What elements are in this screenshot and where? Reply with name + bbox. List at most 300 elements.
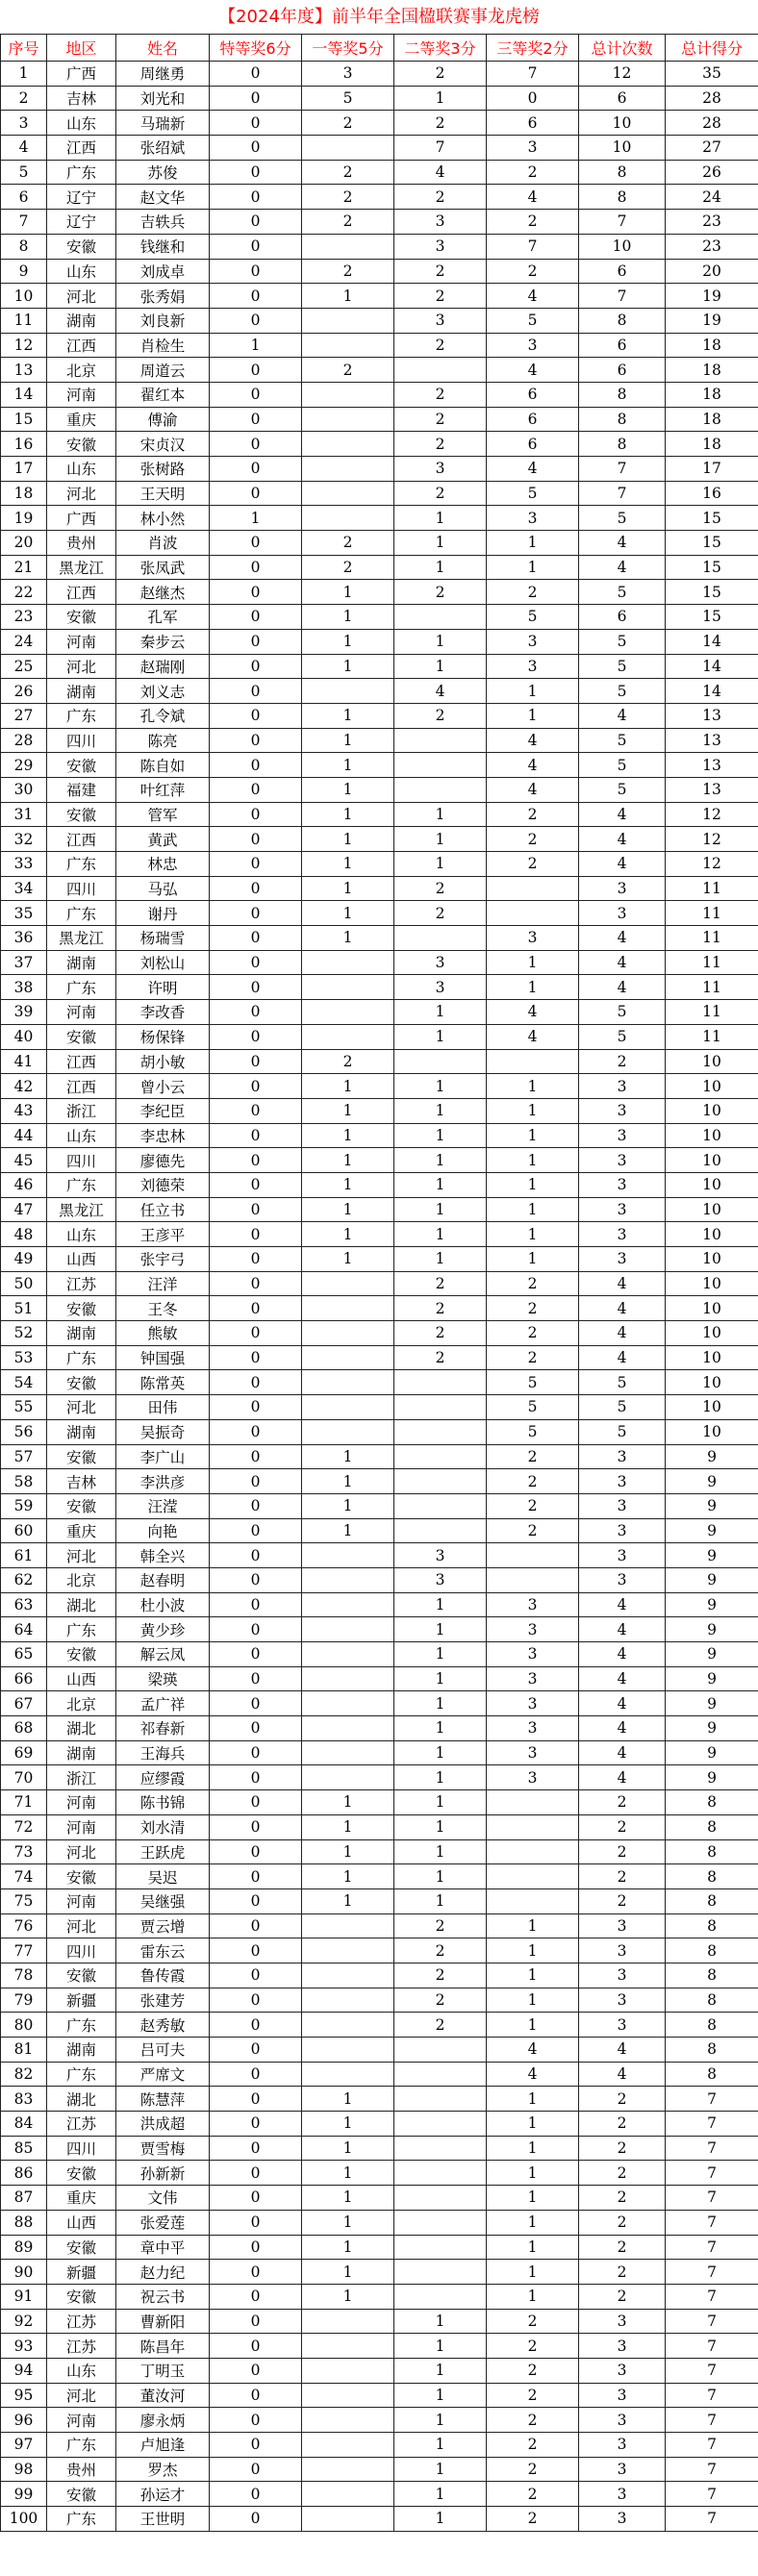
total-count-cell: 3 [579, 2358, 666, 2383]
second-prize-cell [394, 926, 487, 951]
first-prize-cell: 1 [302, 1148, 394, 1173]
special-prize-cell: 0 [210, 753, 302, 778]
table-row [1, 2161, 758, 2186]
region-cell: 河北 [47, 1395, 116, 1420]
rank-cell: 11 [1, 308, 47, 333]
name-cell: 苏俊 [116, 160, 210, 185]
second-prize-cell: 1 [394, 1691, 487, 1716]
name-cell: 肖波 [116, 531, 210, 556]
first-prize-cell: 3 [302, 62, 394, 87]
rank-cell: 18 [1, 481, 47, 506]
total-score-cell: 7 [666, 2334, 758, 2359]
table-row [1, 1888, 758, 1913]
region-cell: 黑龙江 [47, 1197, 116, 1222]
second-prize-cell: 1 [394, 2457, 487, 2482]
special-prize-cell: 0 [210, 975, 302, 1000]
first-prize-cell [302, 2457, 394, 2482]
third-prize-cell: 1 [487, 975, 579, 1000]
third-prize-cell: 5 [487, 481, 579, 506]
third-prize-cell: 2 [487, 2433, 579, 2458]
region-cell: 安徽 [47, 2482, 116, 2507]
third-prize-cell: 1 [487, 1074, 579, 1099]
second-prize-cell: 1 [394, 2433, 487, 2458]
total-score-cell: 10 [666, 1148, 758, 1173]
special-prize-cell: 0 [210, 1666, 302, 1691]
first-prize-cell: 1 [302, 1814, 394, 1839]
rank-cell: 50 [1, 1271, 47, 1296]
second-prize-cell: 1 [394, 506, 487, 531]
rank-cell: 69 [1, 1740, 47, 1765]
table-row [1, 1172, 758, 1197]
total-score-cell: 9 [666, 1691, 758, 1716]
second-prize-cell: 1 [394, 802, 487, 827]
first-prize-cell: 2 [302, 210, 394, 235]
table-row [1, 1567, 758, 1592]
first-prize-cell: 2 [302, 185, 394, 210]
total-count-cell: 3 [579, 2507, 666, 2532]
total-count-cell: 10 [579, 234, 666, 259]
total-count-cell: 6 [579, 333, 666, 358]
table-row [1, 1642, 758, 1667]
table-row [1, 2408, 758, 2433]
name-cell: 周继勇 [116, 62, 210, 87]
column-header-second-prize: 二等奖3分 [394, 35, 487, 62]
table-row [1, 2309, 758, 2334]
name-cell: 赵秀敏 [116, 2013, 210, 2038]
table-row [1, 62, 758, 87]
rank-cell: 61 [1, 1543, 47, 1568]
name-cell: 章中平 [116, 2235, 210, 2260]
total-score-cell: 23 [666, 234, 758, 259]
third-prize-cell: 1 [487, 1148, 579, 1173]
special-prize-cell: 0 [210, 1740, 302, 1765]
total-score-cell: 16 [666, 481, 758, 506]
first-prize-cell: 1 [302, 284, 394, 309]
first-prize-cell: 1 [302, 2284, 394, 2309]
first-prize-cell [302, 2433, 394, 2458]
region-cell: 广西 [47, 62, 116, 87]
region-cell: 贵州 [47, 2457, 116, 2482]
table-body [1, 62, 758, 2532]
first-prize-cell [302, 2507, 394, 2532]
region-cell: 河北 [47, 1913, 116, 1938]
special-prize-cell: 0 [210, 629, 302, 654]
name-cell: 刘德荣 [116, 1172, 210, 1197]
first-prize-cell: 1 [302, 852, 394, 877]
special-prize-cell: 0 [210, 1617, 302, 1642]
name-cell: 林小然 [116, 506, 210, 531]
first-prize-cell: 2 [302, 531, 394, 556]
second-prize-cell: 1 [394, 1790, 487, 1815]
rank-cell: 6 [1, 185, 47, 210]
total-count-cell: 6 [579, 358, 666, 383]
third-prize-cell: 3 [487, 654, 579, 679]
special-prize-cell: 0 [210, 457, 302, 482]
second-prize-cell: 1 [394, 1888, 487, 1913]
second-prize-cell [394, 1370, 487, 1395]
region-cell: 湖南 [47, 1321, 116, 1346]
total-score-cell: 28 [666, 86, 758, 111]
name-cell: 文伟 [116, 2186, 210, 2211]
first-prize-cell: 1 [302, 1074, 394, 1099]
total-count-cell: 7 [579, 457, 666, 482]
total-score-cell: 10 [666, 1271, 758, 1296]
second-prize-cell: 2 [394, 580, 487, 605]
total-count-cell: 5 [579, 1024, 666, 1049]
third-prize-cell: 4 [487, 728, 579, 753]
total-count-cell: 10 [579, 136, 666, 161]
third-prize-cell: 1 [487, 1938, 579, 1963]
third-prize-cell: 5 [487, 1370, 579, 1395]
second-prize-cell: 1 [394, 2358, 487, 2383]
total-count-cell: 3 [579, 1469, 666, 1494]
total-count-cell: 2 [579, 2112, 666, 2137]
total-count-cell: 4 [579, 926, 666, 951]
third-prize-cell: 2 [487, 1271, 579, 1296]
special-prize-cell: 0 [210, 111, 302, 136]
table-row [1, 2186, 758, 2211]
first-prize-cell: 1 [302, 1247, 394, 1272]
rank-cell: 15 [1, 407, 47, 432]
third-prize-cell: 1 [487, 1913, 579, 1938]
second-prize-cell: 1 [394, 1617, 487, 1642]
third-prize-cell: 3 [487, 333, 579, 358]
region-cell: 河北 [47, 654, 116, 679]
name-cell: 贾雪梅 [116, 2136, 210, 2161]
total-count-cell: 4 [579, 2038, 666, 2063]
total-score-cell: 9 [666, 1493, 758, 1518]
second-prize-cell: 1 [394, 1098, 487, 1123]
table-row [1, 1790, 758, 1815]
total-score-cell: 10 [666, 1345, 758, 1370]
third-prize-cell: 5 [487, 605, 579, 630]
table-row [1, 407, 758, 432]
total-score-cell: 7 [666, 2284, 758, 2309]
region-cell: 安徽 [47, 2235, 116, 2260]
name-cell: 廖德先 [116, 1148, 210, 1173]
name-cell: 刘水清 [116, 1814, 210, 1839]
total-count-cell: 3 [579, 2383, 666, 2408]
special-prize-cell: 1 [210, 333, 302, 358]
first-prize-cell [302, 975, 394, 1000]
third-prize-cell: 1 [487, 2087, 579, 2112]
rank-cell: 40 [1, 1024, 47, 1049]
second-prize-cell: 4 [394, 160, 487, 185]
table-row [1, 1716, 758, 1741]
total-score-cell: 11 [666, 975, 758, 1000]
table-row [1, 629, 758, 654]
region-cell: 重庆 [47, 1518, 116, 1543]
first-prize-cell [302, 1691, 394, 1716]
name-cell: 秦步云 [116, 629, 210, 654]
special-prize-cell: 0 [210, 1518, 302, 1543]
first-prize-cell: 1 [302, 2235, 394, 2260]
special-prize-cell: 0 [210, 1024, 302, 1049]
name-cell: 王天明 [116, 481, 210, 506]
special-prize-cell: 0 [210, 1814, 302, 1839]
first-prize-cell: 1 [302, 629, 394, 654]
special-prize-cell: 0 [210, 1074, 302, 1099]
third-prize-cell: 2 [487, 160, 579, 185]
rank-cell: 100 [1, 2507, 47, 2532]
total-score-cell: 9 [666, 1567, 758, 1592]
total-score-cell: 7 [666, 2087, 758, 2112]
first-prize-cell: 1 [302, 1098, 394, 1123]
total-count-cell: 4 [579, 1296, 666, 1321]
third-prize-cell: 4 [487, 1024, 579, 1049]
rank-cell: 31 [1, 802, 47, 827]
table-row [1, 901, 758, 926]
table-row [1, 185, 758, 210]
special-prize-cell: 0 [210, 2482, 302, 2507]
first-prize-cell [302, 2013, 394, 2038]
table-row [1, 160, 758, 185]
special-prize-cell: 0 [210, 1864, 302, 1889]
total-score-cell: 10 [666, 1222, 758, 1247]
region-cell: 山东 [47, 1123, 116, 1148]
special-prize-cell: 0 [210, 382, 302, 407]
total-count-cell: 4 [579, 1716, 666, 1741]
first-prize-cell [302, 1271, 394, 1296]
special-prize-cell: 0 [210, 86, 302, 111]
first-prize-cell [302, 1617, 394, 1642]
total-count-cell: 12 [579, 62, 666, 87]
name-cell: 李改香 [116, 1000, 210, 1025]
total-score-cell: 18 [666, 432, 758, 457]
region-cell: 山西 [47, 2210, 116, 2235]
region-cell: 安徽 [47, 605, 116, 630]
name-cell: 曾小云 [116, 1074, 210, 1099]
first-prize-cell: 1 [302, 1444, 394, 1469]
rank-cell: 36 [1, 926, 47, 951]
rank-cell: 25 [1, 654, 47, 679]
page-title: 【2024年度】前半年全国楹联赛事龙虎榜 [218, 7, 540, 27]
rank-cell: 12 [1, 333, 47, 358]
third-prize-cell: 2 [487, 1321, 579, 1346]
total-count-cell: 4 [579, 1765, 666, 1790]
total-count-cell: 4 [579, 1691, 666, 1716]
name-cell: 李纪臣 [116, 1098, 210, 1123]
special-prize-cell: 0 [210, 1567, 302, 1592]
table-row [1, 1345, 758, 1370]
name-cell: 张秀娟 [116, 284, 210, 309]
rank-cell: 90 [1, 2260, 47, 2285]
third-prize-cell: 3 [487, 1740, 579, 1765]
second-prize-cell: 1 [394, 1148, 487, 1173]
rank-cell: 92 [1, 2309, 47, 2334]
second-prize-cell: 1 [394, 852, 487, 877]
special-prize-cell: 0 [210, 284, 302, 309]
total-score-cell: 8 [666, 1839, 758, 1864]
rank-cell: 23 [1, 605, 47, 630]
third-prize-cell [487, 901, 579, 926]
rank-cell: 99 [1, 2482, 47, 2507]
third-prize-cell: 1 [487, 950, 579, 975]
third-prize-cell: 1 [487, 679, 579, 704]
name-cell: 吴迟 [116, 1864, 210, 1889]
region-cell: 河南 [47, 1000, 116, 1025]
name-cell: 张树路 [116, 457, 210, 482]
region-cell: 四川 [47, 1938, 116, 1963]
region-cell: 江苏 [47, 2309, 116, 2334]
region-cell: 安徽 [47, 1444, 116, 1469]
first-prize-cell [302, 2062, 394, 2087]
special-prize-cell: 0 [210, 1790, 302, 1815]
first-prize-cell: 2 [302, 1049, 394, 1074]
rank-cell: 60 [1, 1518, 47, 1543]
table-row [1, 703, 758, 728]
special-prize-cell: 0 [210, 1197, 302, 1222]
rank-cell: 85 [1, 2136, 47, 2161]
total-count-cell: 3 [579, 2408, 666, 2433]
name-cell: 陈慧萍 [116, 2087, 210, 2112]
table-row [1, 2383, 758, 2408]
second-prize-cell: 2 [394, 481, 487, 506]
total-count-cell: 4 [579, 555, 666, 580]
second-prize-cell: 1 [394, 2383, 487, 2408]
first-prize-cell [302, 506, 394, 531]
special-prize-cell: 0 [210, 210, 302, 235]
special-prize-cell: 0 [210, 2013, 302, 2038]
third-prize-cell: 4 [487, 2038, 579, 2063]
table-row [1, 1024, 758, 1049]
second-prize-cell [394, 2161, 487, 2186]
special-prize-cell: 0 [210, 777, 302, 802]
table-row [1, 1098, 758, 1123]
third-prize-cell: 1 [487, 2235, 579, 2260]
second-prize-cell [394, 605, 487, 630]
rank-cell: 91 [1, 2284, 47, 2309]
rank-cell: 83 [1, 2087, 47, 2112]
special-prize-cell: 0 [210, 1469, 302, 1494]
rank-cell: 1 [1, 62, 47, 87]
rank-cell: 27 [1, 703, 47, 728]
total-score-cell: 7 [666, 2309, 758, 2334]
name-cell: 王海兵 [116, 1740, 210, 1765]
table-row [1, 1765, 758, 1790]
region-cell: 安徽 [47, 753, 116, 778]
total-count-cell: 2 [579, 2161, 666, 2186]
second-prize-cell: 3 [394, 308, 487, 333]
total-score-cell: 9 [666, 1642, 758, 1667]
table-row [1, 1148, 758, 1173]
first-prize-cell [302, 1740, 394, 1765]
total-score-cell: 10 [666, 1098, 758, 1123]
name-cell: 李洪彦 [116, 1469, 210, 1494]
second-prize-cell: 2 [394, 407, 487, 432]
third-prize-cell: 1 [487, 1123, 579, 1148]
total-score-cell: 7 [666, 2235, 758, 2260]
total-score-cell: 8 [666, 2062, 758, 2087]
table-row [1, 432, 758, 457]
region-cell: 广东 [47, 1617, 116, 1642]
name-cell: 王彦平 [116, 1222, 210, 1247]
column-header-first-prize: 一等奖5分 [302, 35, 394, 62]
table-row [1, 2260, 758, 2285]
rank-cell: 70 [1, 1765, 47, 1790]
second-prize-cell: 1 [394, 531, 487, 556]
total-count-cell: 6 [579, 605, 666, 630]
third-prize-cell: 1 [487, 1222, 579, 1247]
rank-cell: 72 [1, 1814, 47, 1839]
special-prize-cell: 0 [210, 1888, 302, 1913]
second-prize-cell: 2 [394, 111, 487, 136]
total-score-cell: 26 [666, 160, 758, 185]
region-cell: 湖南 [47, 1740, 116, 1765]
second-prize-cell [394, 358, 487, 383]
total-count-cell: 3 [579, 1567, 666, 1592]
second-prize-cell: 1 [394, 1864, 487, 1889]
region-cell: 安徽 [47, 1024, 116, 1049]
rank-cell: 55 [1, 1395, 47, 1420]
table-row [1, 926, 758, 951]
first-prize-cell [302, 1938, 394, 1963]
third-prize-cell: 2 [487, 1493, 579, 1518]
total-score-cell: 7 [666, 2112, 758, 2137]
region-cell: 安徽 [47, 1493, 116, 1518]
total-score-cell: 18 [666, 407, 758, 432]
third-prize-cell: 3 [487, 1716, 579, 1741]
first-prize-cell: 1 [302, 1222, 394, 1247]
special-prize-cell: 0 [210, 1098, 302, 1123]
first-prize-cell: 1 [302, 2161, 394, 2186]
second-prize-cell: 2 [394, 1988, 487, 2013]
total-score-cell: 15 [666, 531, 758, 556]
rank-cell: 34 [1, 876, 47, 901]
name-cell: 赵力纪 [116, 2260, 210, 2285]
total-count-cell: 7 [579, 210, 666, 235]
first-prize-cell: 1 [302, 2210, 394, 2235]
third-prize-cell [487, 1049, 579, 1074]
total-score-cell: 18 [666, 382, 758, 407]
rank-cell: 81 [1, 2038, 47, 2063]
total-score-cell: 7 [666, 2186, 758, 2211]
name-cell: 罗杰 [116, 2457, 210, 2482]
second-prize-cell: 2 [394, 1963, 487, 1988]
table-row [1, 1592, 758, 1617]
total-count-cell: 3 [579, 1148, 666, 1173]
third-prize-cell: 5 [487, 1395, 579, 1420]
total-count-cell: 3 [579, 1518, 666, 1543]
second-prize-cell: 2 [394, 1296, 487, 1321]
table-row [1, 382, 758, 407]
region-cell: 河南 [47, 1888, 116, 1913]
name-cell: 孔军 [116, 605, 210, 630]
table-row [1, 1271, 758, 1296]
second-prize-cell: 2 [394, 1345, 487, 1370]
region-cell: 北京 [47, 358, 116, 383]
table-row [1, 1543, 758, 1568]
third-prize-cell: 4 [487, 777, 579, 802]
table-row [1, 136, 758, 161]
total-count-cell: 2 [579, 2186, 666, 2211]
total-count-cell: 4 [579, 1321, 666, 1346]
rank-cell: 35 [1, 901, 47, 926]
table-row [1, 1740, 758, 1765]
total-score-cell: 19 [666, 284, 758, 309]
second-prize-cell [394, 1395, 487, 1420]
total-score-cell: 8 [666, 2013, 758, 2038]
region-cell: 江苏 [47, 2334, 116, 2359]
first-prize-cell [302, 1567, 394, 1592]
second-prize-cell: 2 [394, 333, 487, 358]
first-prize-cell: 1 [302, 1839, 394, 1864]
rank-cell: 52 [1, 1321, 47, 1346]
first-prize-cell [302, 481, 394, 506]
total-score-cell: 8 [666, 1790, 758, 1815]
name-cell: 王跃虎 [116, 1839, 210, 1864]
region-cell: 湖南 [47, 950, 116, 975]
